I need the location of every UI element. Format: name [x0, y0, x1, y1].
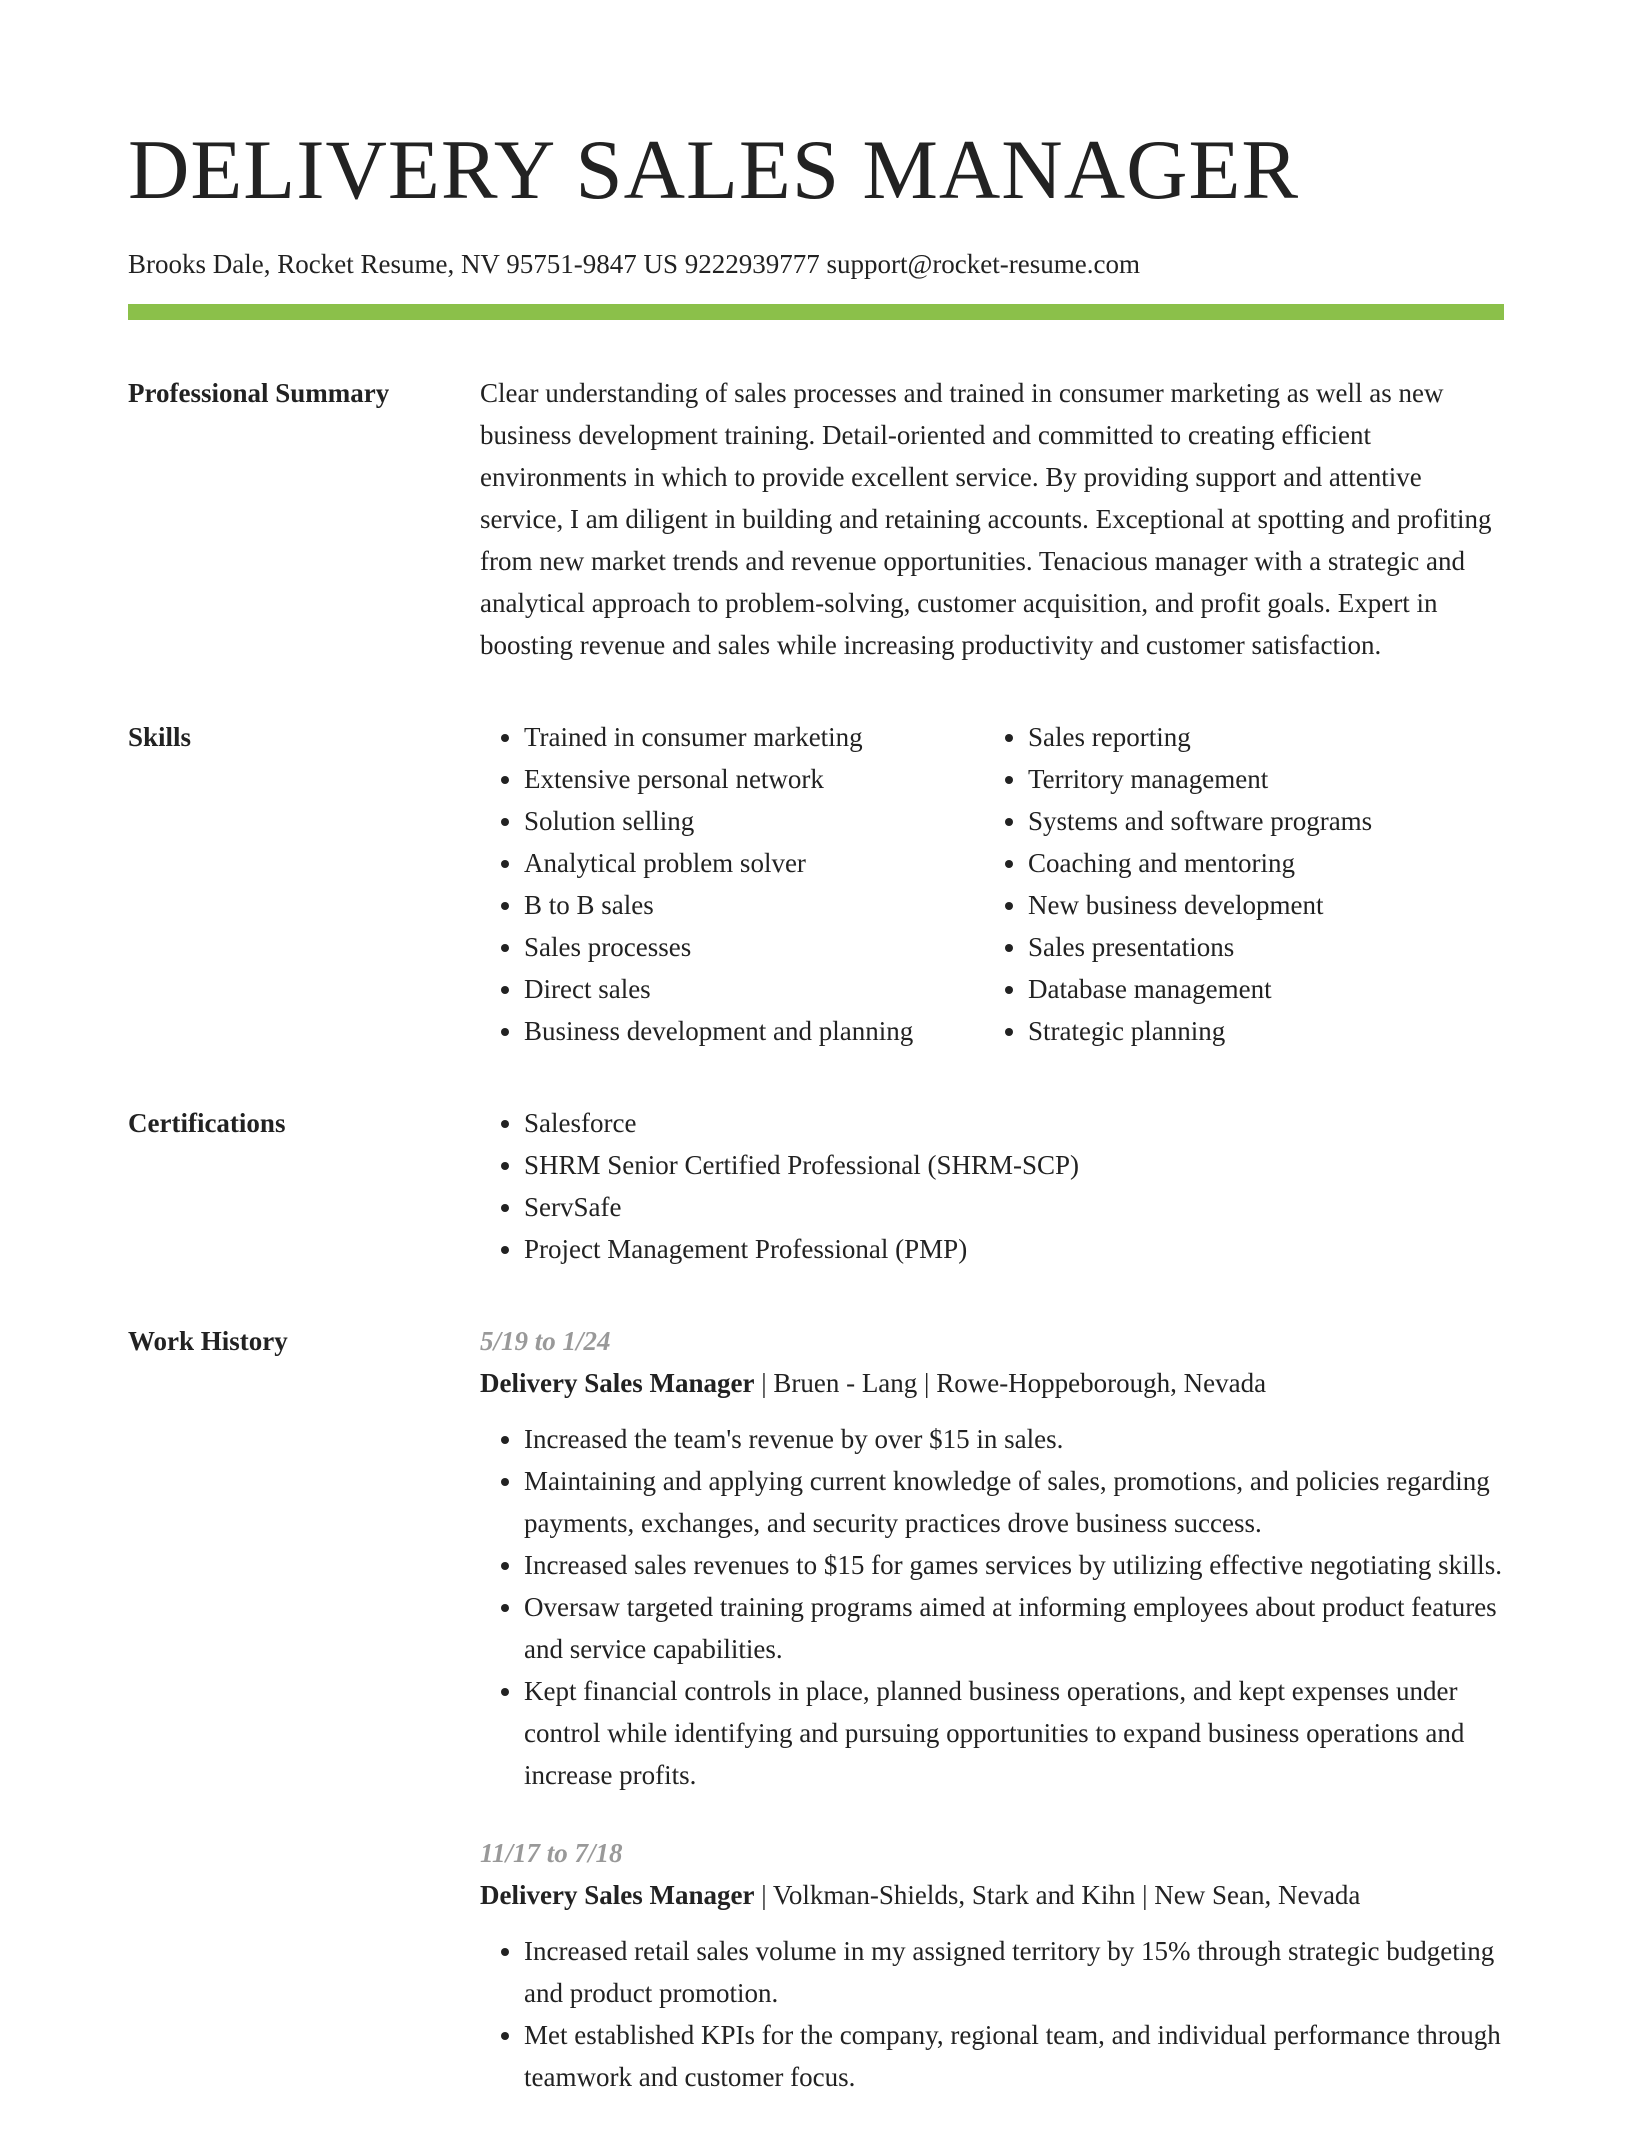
- summary-text: Clear understanding of sales processes and trained in consumer marketing as well as new business development training. Detail-oriented and committed to creating efficient environments in which to provide excellent service. By providing support and attentive service, I am diligent in building and retaining accounts. Exceptional at spotting and profiting from new market trends and revenue opportunities. Tenacious manager with a strategic and analytical approach to problem-solving, customer acquisition, and profit goals. Expert in boosting revenue and sales while increasing productivity and customer satisfaction.: [480, 378, 1492, 660]
- job-title-line: [480, 1362, 1504, 1404]
- skill-item: • Direct sales: [524, 968, 984, 1010]
- skills-section: [128, 716, 1504, 1052]
- skills-content: [480, 716, 1504, 1052]
- candidate-name: DELIVERY SALES MANAGER: [128, 123, 1300, 217]
- header-divider: [128, 304, 1504, 320]
- job-entry: [480, 1320, 1504, 1796]
- skill-item: • Systems and software programs: [1028, 800, 1372, 842]
- job-bullets: [480, 1930, 1504, 2098]
- certification-item: • Project Management Professional (PMP): [524, 1228, 1504, 1270]
- skill-item: • Territory management: [1028, 758, 1372, 800]
- job-title: Delivery Sales Manager: [480, 1368, 755, 1398]
- job-entry: [480, 1832, 1504, 2098]
- skills-list-left: [480, 716, 984, 1052]
- job-bullet: • Kept financial controls in place, planned business operations, and kept expenses under control while identifying and pursuing opportunities to expand business operations and increase profits.: [524, 1670, 1504, 1796]
- skill-item: • Coaching and mentoring: [1028, 842, 1372, 884]
- job-dates: 11/17 to 7/18: [480, 1838, 623, 1868]
- job-bullet: • Increased the team's revenue by over $15 in sales.: [524, 1418, 1504, 1460]
- job-bullet: • Oversaw targeted training programs aimed at informing employees about product features and service capabilities.: [524, 1586, 1504, 1670]
- skill-item: • Sales reporting: [1028, 716, 1372, 758]
- certifications-section: [128, 1102, 1504, 1270]
- job-employer-location: | Volkman-Shields, Stark and Kihn | New Sean, Nevada: [754, 1880, 1361, 1910]
- skill-item: • New business development: [1028, 884, 1372, 926]
- job-title: Delivery Sales Manager: [480, 1880, 755, 1910]
- certifications-content: [480, 1102, 1504, 1270]
- job-bullet: • Maintaining and applying current knowledge of sales, promotions, and policies regarding payments, exchanges, and security practices drove business success.: [524, 1460, 1504, 1544]
- job-title-line: [480, 1874, 1504, 1916]
- certification-item: • SHRM Senior Certified Professional (SHRM-SCP): [524, 1144, 1504, 1186]
- job-bullets: [480, 1418, 1504, 1796]
- skill-item: • Extensive personal network: [524, 758, 984, 800]
- work-history-heading: Work History: [128, 1326, 288, 1356]
- certification-item: • Salesforce: [524, 1102, 1504, 1144]
- certifications-list: [480, 1102, 1504, 1270]
- resume-page: [128, 120, 1504, 2134]
- summary-heading: Professional Summary: [128, 378, 390, 408]
- skill-item: • Business development and planning: [524, 1010, 984, 1052]
- summary-content: [480, 372, 1504, 666]
- job-bullet: • Increased retail sales volume in my assigned territory by 15% through strategic budgeting and product promotion.: [524, 1930, 1504, 2014]
- skill-item: • Strategic planning: [1028, 1010, 1372, 1052]
- job-dates: 5/19 to 1/24: [480, 1326, 611, 1356]
- skill-item: • Sales processes: [524, 926, 984, 968]
- skill-item: • Sales presentations: [1028, 926, 1372, 968]
- skill-item: • Trained in consumer marketing: [524, 716, 984, 758]
- summary-section: [128, 372, 1504, 666]
- skill-item: • Database management: [1028, 968, 1372, 1010]
- certification-item: • ServSafe: [524, 1186, 1504, 1228]
- job-bullet: • Met established KPIs for the company, regional team, and individual performance through teamwork and customer focus.: [524, 2014, 1504, 2098]
- job-bullet: • Increased sales revenues to $15 for games services by utilizing effective negotiating skills.: [524, 1544, 1504, 1586]
- work-history-section: [128, 1320, 1504, 2134]
- skill-item: • B to B sales: [524, 884, 984, 926]
- skill-item: • Analytical problem solver: [524, 842, 984, 884]
- work-history-content: [480, 1320, 1504, 2134]
- skill-item: • Solution selling: [524, 800, 984, 842]
- contact-line: Brooks Dale, Rocket Resume, NV 95751-9847 US 9222939777 support@rocket-resume.com: [128, 249, 1140, 279]
- skills-list-right: [984, 716, 1372, 1052]
- skills-heading: Skills: [128, 722, 192, 752]
- certifications-heading: Certifications: [128, 1108, 286, 1138]
- job-employer-location: | Bruen - Lang | Rowe-Hoppeborough, Nevada: [754, 1368, 1267, 1398]
